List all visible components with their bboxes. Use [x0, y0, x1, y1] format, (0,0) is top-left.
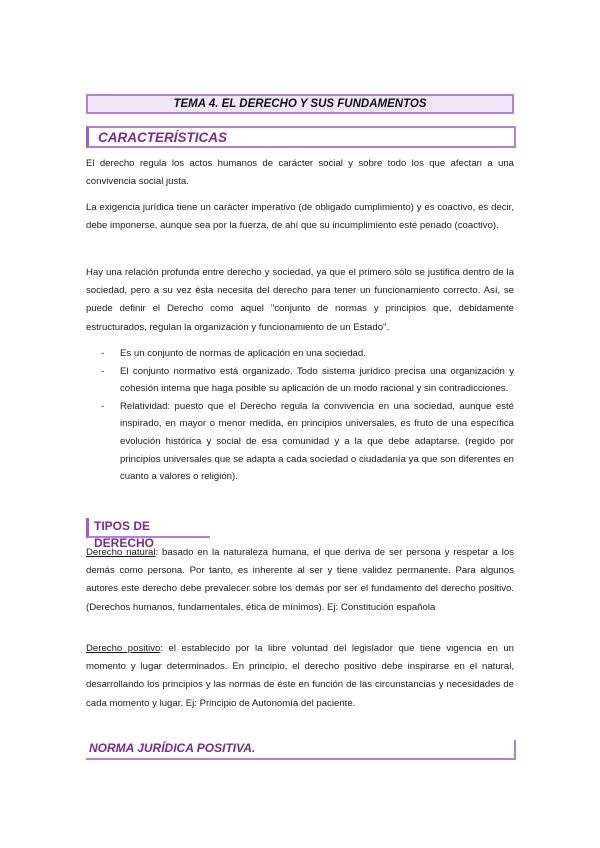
derecho-positivo-text: : el establecido por la libre voluntad del legislador que tiene vigencia en un momento y lugar determinados. En principio, el derecho positivo debe inspirarse en el natural, desarrollando los principios y las normas de éste en función de las circunstancias y necesidades de cada momento y lugar. Ej: Principio de Autonomía del paciente.: [86, 643, 514, 709]
term-derecho-positivo: Derecho positivo: [86, 643, 161, 654]
list-item: [98, 363, 514, 398]
document-title: TEMA 4. EL DERECHO Y SUS FUNDAMENTOS: [86, 94, 514, 114]
heading-caracteristicas: CARACTERÍSTICAS: [86, 126, 516, 148]
paragraph-derecho-positivo: [86, 640, 514, 713]
list-item-text: Relatividad: puesto que el Derecho regula la convivencia en una sociedad, aunque esté inspirado, en mayor o menor medida, en principios universales, es fruto de una específica evolución histórica y social de esa comunidad y a la que debe adaptarse. (regido por principios universales que se adapta a cada sociedad o ciudadanía ya que son diferentes en cuanto a valores o religión).: [120, 400, 514, 483]
list-item: [98, 345, 514, 363]
list-marker: -: [101, 400, 105, 412]
term-derecho-natural: Derecho natural: [86, 547, 156, 558]
derecho-natural-text: : basado en la naturaleza humana, el que deriva de ser persona y respetar a los demás como persona. Por tanto, es inherente al ser y tiene validez permanente. Para algunos autores este derecho debe prevalecer sobre los demás por ser el fundamento del derecho positivo. (Derechos humanos, fundamentales, ética de mínimos). Ej: Constitución española: [86, 547, 514, 613]
list-item-text: Es un conjunto de normas de aplicación en una sociedad.: [120, 348, 366, 359]
list-item: [98, 398, 514, 486]
characteristics-list: [98, 345, 514, 486]
list-item-text: El conjunto normativo está organizado. Todo sistema jurídico precisa una organización y cohesión interna que haga posible su aplicación de un modo racional y sin contradicciones.: [120, 365, 514, 395]
list-marker: -: [101, 348, 105, 359]
heading-tipos-de-derecho: TIPOS DE DERECHO: [86, 518, 210, 538]
paragraph-derecho-natural: [86, 544, 514, 617]
list-marker: -: [101, 365, 105, 377]
paragraph-2: La exigencia jurídica tiene un carácter imperativo (de obligado cumplimiento) y es coactivo, es decir, debe imponerse, aunque sea por la fuerza, de ahí que su incumplimiento esté penado (coactivo).: [86, 202, 514, 232]
paragraph-3: Hay una relación profunda entre derecho y sociedad, ya que el primero sólo se justifica dentro de la sociedad, pero a su vez ésta necesita del derecho para tener un funcionamiento correcto. Así, se puede definir el Derecho como aquel "conjunto de normas y principios que, debidamente estructurados, regulan la organización y funcionamiento de un Estado".: [86, 267, 514, 333]
paragraph-1: El derecho regula los actos humanos de carácter social y sobre todo los que afectan a una convivencia social justa.: [86, 158, 514, 188]
heading-norma-juridica-positiva: NORMA JURÍDICA POSITIVA.: [86, 740, 516, 760]
